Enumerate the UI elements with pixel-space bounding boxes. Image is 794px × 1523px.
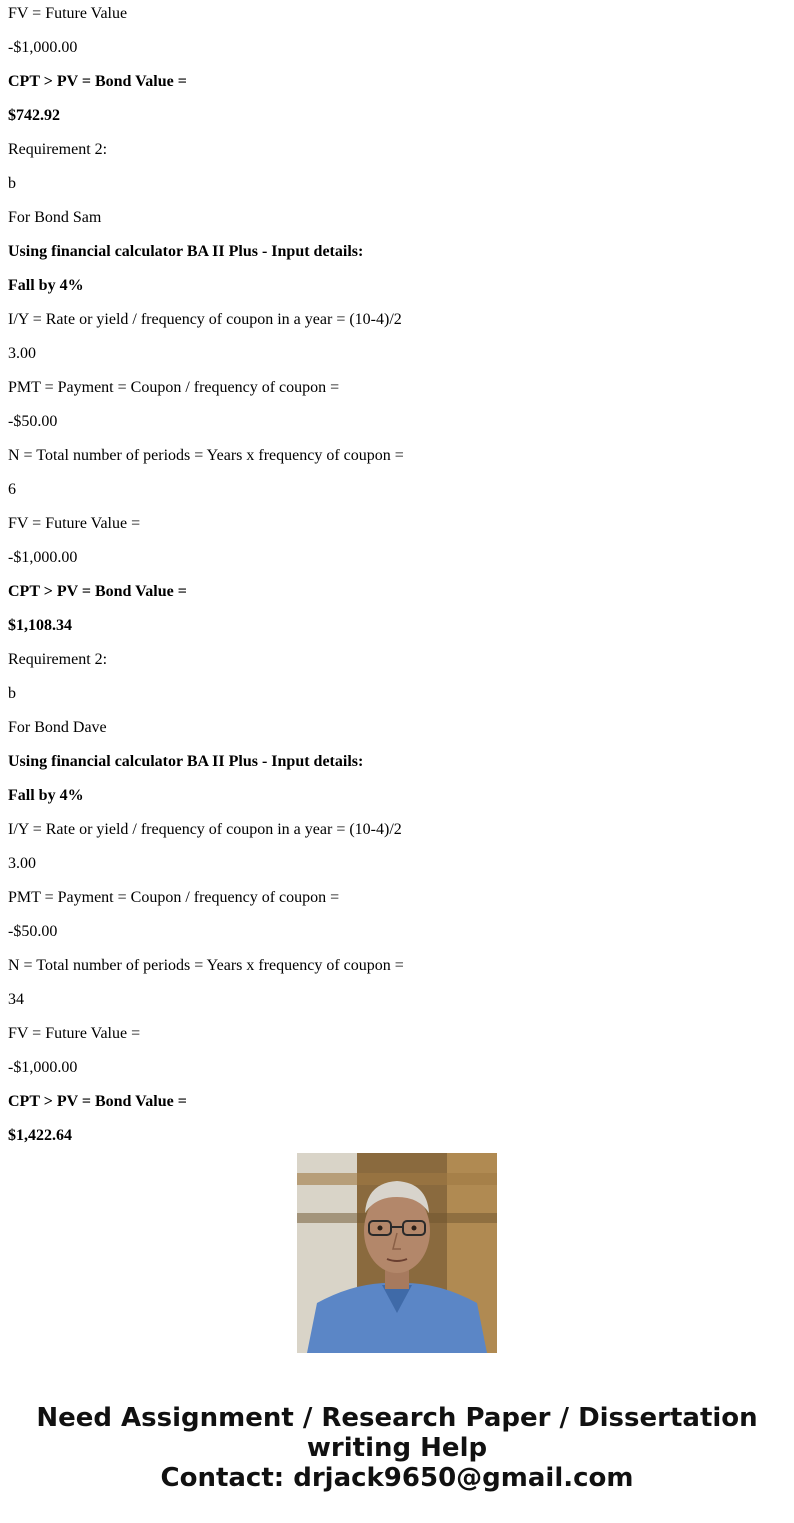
document-line: -$1,000.00 [8,1059,78,1076]
contact-banner [0,1403,794,1493]
contact-email: Contact: drjack9650@gmail.com [160,1463,634,1493]
document-line: 3.00 [8,345,36,362]
document-line: Fall by 4% [8,277,84,294]
document-line: 34 [8,991,24,1008]
document-line: $1,108.34 [8,617,72,634]
promo-line-2: writing Help [306,1433,488,1463]
document-line: $1,422.64 [8,1127,72,1144]
document-line: I/Y = Rate or yield / frequency of coupon in a year = (10-4)/2 [8,311,402,328]
document-line: I/Y = Rate or yield / frequency of coupon in a year = (10-4)/2 [8,821,402,838]
document-line: FV = Future Value = [8,1025,141,1042]
document-line: N = Total number of periods = Years x frequency of coupon = [8,957,404,974]
document-line: Using financial calculator BA II Plus - Input details: [8,753,364,770]
document-line: 3.00 [8,855,36,872]
document-line: $742.92 [8,107,60,124]
document-line: CPT > PV = Bond Value = [8,73,187,90]
document-line: b [8,175,16,192]
author-avatar [297,1153,497,1353]
document-line: Requirement 2: [8,141,108,158]
document-line: FV = Future Value = [8,515,141,532]
document-body [8,0,788,1144]
document-line: N = Total number of periods = Years x frequency of coupon = [8,447,404,464]
document-line: PMT = Payment = Coupon / frequency of coupon = [8,889,340,906]
document-line: CPT > PV = Bond Value = [8,583,187,600]
document-line: FV = Future Value [8,5,128,22]
document-line: For Bond Dave [8,719,107,736]
document-line: Fall by 4% [8,787,84,804]
document-line: -$50.00 [8,413,58,430]
promo-line-1: Need Assignment / Research Paper / Dissertation [36,1403,758,1433]
avatar-portrait [297,1153,497,1353]
document-line: CPT > PV = Bond Value = [8,1093,187,1110]
document-line: -$1,000.00 [8,549,78,566]
document-line: b [8,685,16,702]
document-line: Requirement 2: [8,651,108,668]
document-line: For Bond Sam [8,209,102,226]
document-line: Using financial calculator BA II Plus - Input details: [8,243,364,260]
document-line: PMT = Payment = Coupon / frequency of coupon = [8,379,340,396]
document-line: -$50.00 [8,923,58,940]
document-line: -$1,000.00 [8,39,78,56]
document-line: 6 [8,481,16,498]
